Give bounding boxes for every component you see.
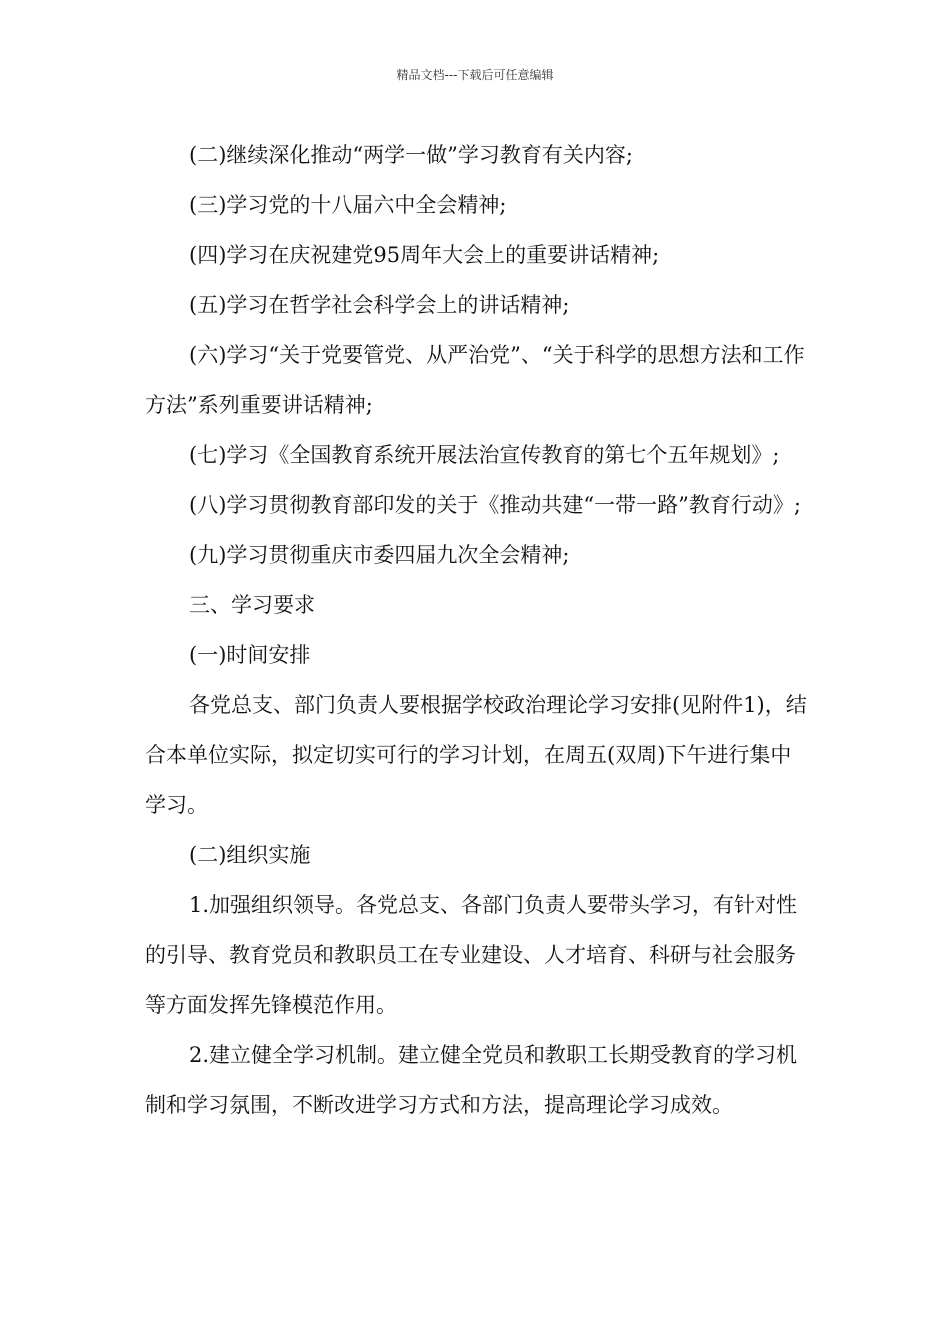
paragraph: (八)学习贯彻教育部印发的关于《推动共建“一带一路”教育行动》; bbox=[189, 493, 801, 517]
paragraph: (二)继续深化推动“两学一做”学习教育有关内容; bbox=[189, 143, 633, 167]
paragraph: (五)学习在哲学社会科学会上的讲话精神; bbox=[189, 293, 570, 317]
section-heading: 三、学习要求 bbox=[189, 593, 315, 617]
paragraph: (九)学习贯彻重庆市委四届九次全会精神; bbox=[189, 543, 570, 567]
paragraph: (四)学习在庆祝建党95周年大会上的重要讲话精神; bbox=[189, 243, 660, 267]
page-header: 精品文档---下载后可任意编辑 bbox=[396, 68, 554, 82]
paragraph: 2.建立健全学习机制。建立健全党员和教职工长期受教育的学习机制和学习氛围，不断改进学习方式和方法，提高理论学习成效。 bbox=[145, 1043, 798, 1117]
paragraph: (七)学习《全国教育系统开展法治宣传教育的第七个五年规划》; bbox=[189, 443, 780, 467]
paragraph: (六)学习“关于党要管党、从严治党”、“关于科学的思想方法和工作方法”系列重要讲话精神; bbox=[145, 343, 805, 417]
subsection-heading: (一)时间安排 bbox=[189, 643, 311, 667]
paragraph: (三)学习党的十八届六中全会精神; bbox=[189, 193, 507, 217]
document-body bbox=[145, 130, 807, 1130]
paragraph: 各党总支、部门负责人要根据学校政治理论学习安排(见附件1)，结合本单位实际，拟定切实可行的学习计划，在周五(双周)下午进行集中学习。 bbox=[145, 693, 807, 817]
paragraph: 1.加强组织领导。各党总支、各部门负责人要带头学习，有针对性的引导、教育党员和教职员工在专业建设、人才培育、科研与社会服务等方面发挥先锋模范作用。 bbox=[145, 893, 798, 1017]
subsection-heading: (二)组织实施 bbox=[189, 843, 311, 867]
